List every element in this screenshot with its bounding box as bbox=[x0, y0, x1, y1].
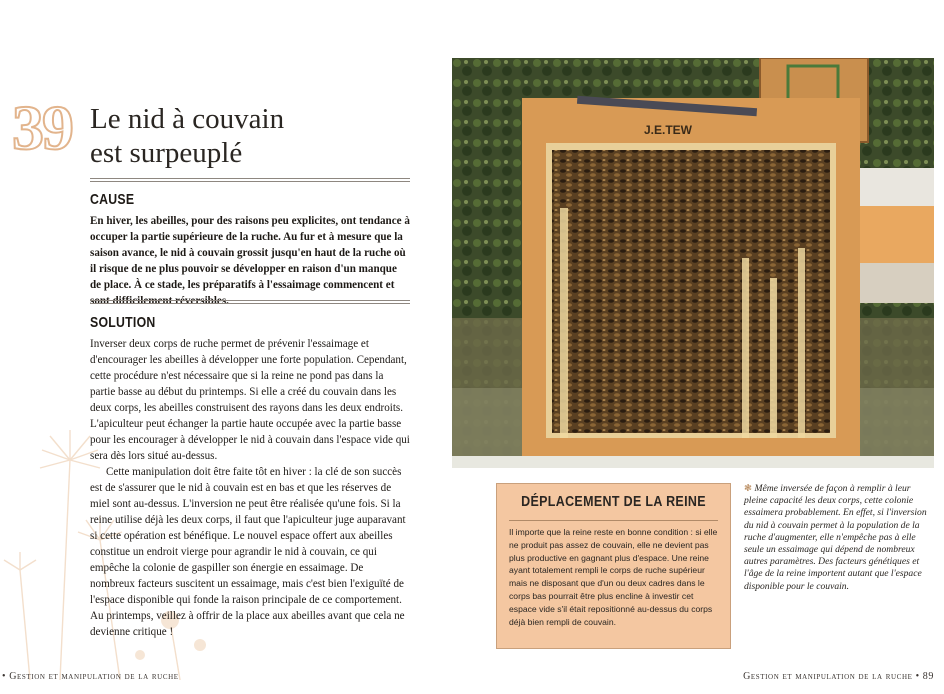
cause-text: En hiver, les abeilles, pour des raisons peu explicites, ont tendance à occuper la partie supérieure de la ruche. Au fur et à mesure que la saison avance, le nid à couvain grossit jusqu'en haut de la ruche où il risque de ne plus pouvoir se développer en raison d'un manque de place. À ce stade, les préparatifs à l'essaimage commencent et sont difficilement réversibles. bbox=[90, 215, 410, 307]
cause-heading: CAUSE bbox=[90, 191, 135, 208]
footer-left: • Gestion et manipulation de la ruche bbox=[2, 671, 179, 682]
solution-paragraph-1: Inverser deux corps de ruche permet de prévenir l'essaimage et d'encourager les abeilles à développer une forte population. Cependant, cette procédure n'est nécessaire que si la reine ne pond pas dans la partie basse au début du printemps. Si elle a créé du couvain dans les deux corps, les abeilles construisent des rayons dans les deux endroits. L'apiculteur peut échanger la partie haute occupée avec la partie basse pour les encourager à développer le nid à couvain dans l'espace vide qui sera dès lors situé au-dessus. bbox=[90, 338, 410, 462]
page-title-line1: Le nid à couvain bbox=[90, 103, 285, 135]
flower-bullet-icon: ❃ bbox=[744, 483, 753, 494]
sidebar-text: Il importe que la reine reste en bonne condition : si elle ne produit pas assez de couvain, elle ne devient pas plus productive en gagnant plus d'espace. Une reine ayant totalement rempli le corps de ruche supérieur mais ne disposant que d'un ou deux cadres dans le corps bas pourrait être plus encline à investir cet espace vide s'il était repositionné au-dessus du corps déjà bien rempli de couvain. bbox=[509, 527, 718, 627]
solution-divider bbox=[90, 300, 410, 304]
beehive-photo bbox=[452, 58, 934, 468]
sidebar-box bbox=[496, 483, 731, 649]
solution-text bbox=[90, 336, 410, 640]
photo-caption bbox=[744, 483, 934, 593]
caption-text: Même inversée de façon à remplir à leur pleine capacité les deux corps, cette colonie essaimera probablement. En effet, si l'inversion du nid à couvain permet à la population de la ruche d'augmenter, elle n'empêche pas à elle seule un essaimage qui dépend de nombreux autres paramètres. Des facteurs génétiques et l'âge de la reine importent autant que l'espace disponible pour le couvain. bbox=[744, 483, 927, 592]
solution-heading: SOLUTION bbox=[90, 314, 156, 331]
chapter-number: 39 bbox=[12, 92, 72, 163]
sidebar-title: DÉPLACEMENT DE LA REINE bbox=[521, 494, 706, 510]
solution-paragraph-2: Cette manipulation doit être faite tôt en hiver : la clé de son succès est de s'assurer que le nid à couvain est en bas et que les réserves de miel sont au-dessus. L'inversion ne peut être réalisée qu'une fois. Si la reine utilise déjà les deux corps, il faut que l'apiculteur juge auparavant si cette opération est bénéfique. Le nouvel espace offert aux abeilles constitue un endroit vierge pour agrandir le nid à couvain, ce qui empêche la colonie de gaspiller son énergie en essaimage. De nombreux facteurs suscitent un essaimage, mais c'est bien l'exiguïté de l'espace disponible qui fonde la raison principale de ce comportement. Au printemps, veillez à offrir de la place aux abeilles avant que cela ne devienne critique ! bbox=[90, 466, 406, 638]
footer-right: Gestion et manipulation de la ruche • 89 bbox=[743, 671, 934, 682]
sidebar-divider bbox=[509, 520, 718, 521]
page-title bbox=[90, 102, 390, 170]
cause-divider bbox=[90, 178, 410, 182]
page-title-line2: est surpeuplé bbox=[90, 137, 243, 169]
hive-label: J.E.TEW bbox=[644, 123, 693, 137]
